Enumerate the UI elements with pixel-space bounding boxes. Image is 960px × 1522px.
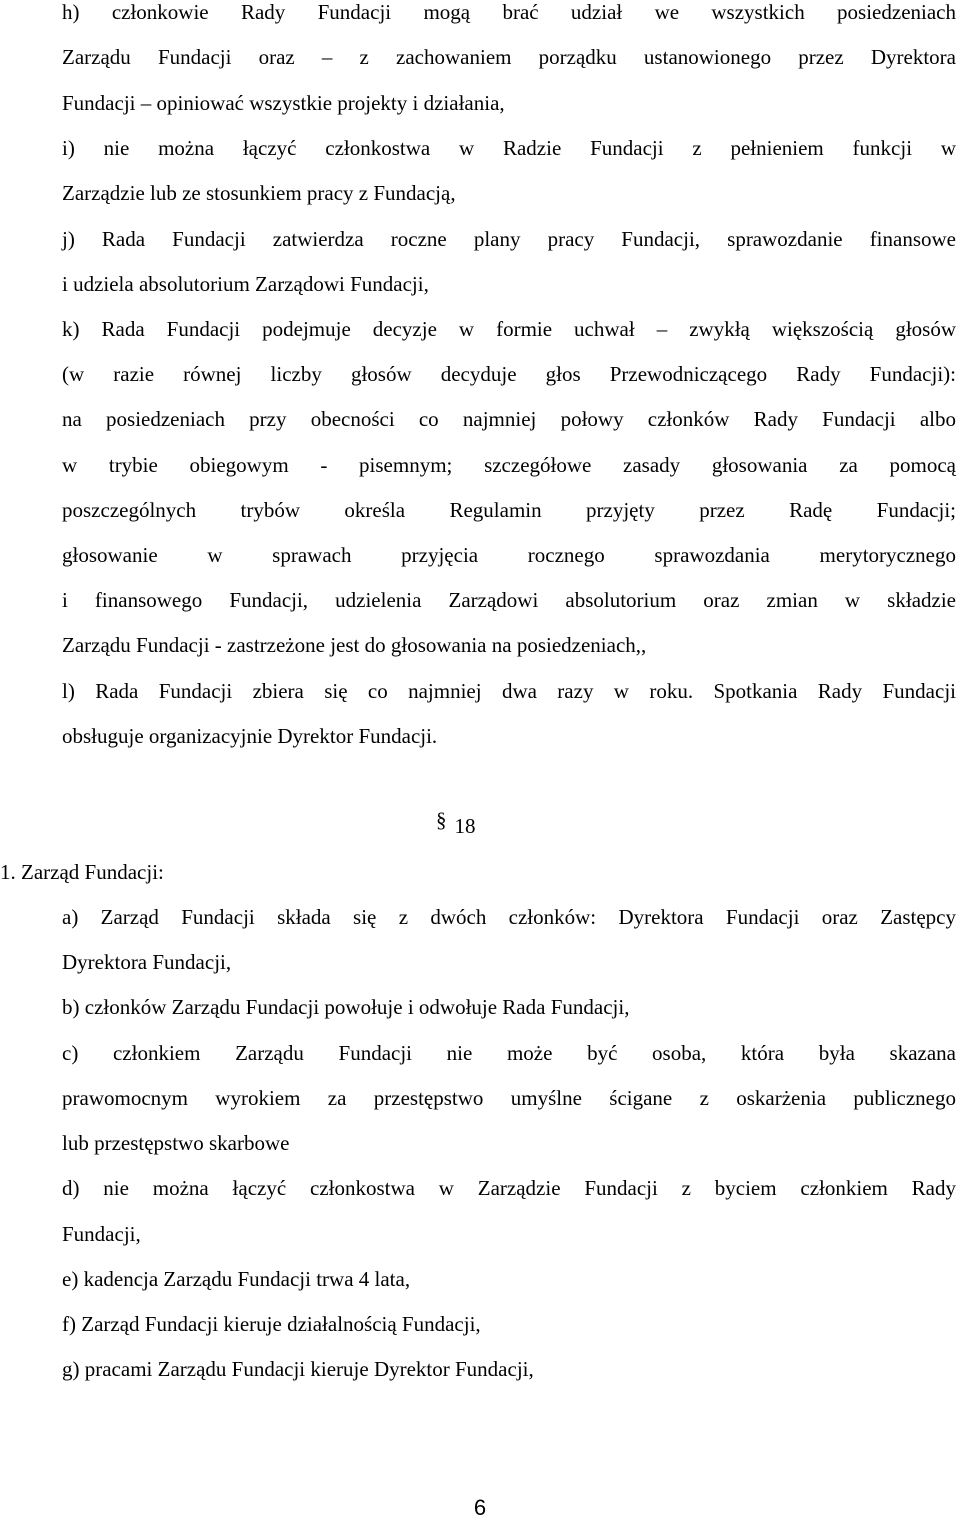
text-line: Fundacji, [62, 1222, 141, 1246]
text-line: j) Rada Fundacji zatwierdza roczne plany pracy Fundacji, sprawozdanie finansowe [62, 227, 956, 251]
text-line: b) członków Zarządu Fundacji powołuje i odwołuje Rada Fundacji, [62, 995, 630, 1019]
text-line: h) członkowie Rady Fundacji mogą brać udział we wszystkich posiedzeniach [62, 0, 956, 24]
text-line: k) Rada Fundacji podejmuje decyzje w formie uchwał – zwykłą większością głosów [62, 317, 956, 341]
text-line: Dyrektora Fundacji, [62, 950, 232, 974]
section-symbol: § [436, 808, 447, 832]
text-line: w trybie obiegowym - pisemnym; szczegółowe zasady głosowania za pomocą [62, 453, 956, 477]
text-line: poszczególnych trybów określa Regulamin przyjęty przez Radę Fundacji; [62, 498, 956, 522]
text-line: i finansowego Fundacji, udzielenia Zarządowi absolutorium oraz zmian w składzie [62, 588, 956, 612]
text-line: g) pracami Zarządu Fundacji kieruje Dyrektor Fundacji, [62, 1357, 534, 1381]
text-line: i udziela absolutorium Zarządowi Fundacji, [62, 272, 429, 296]
text-line: d) nie można łączyć członkostwa w Zarządzie Fundacji z byciem członkiem Rady [62, 1176, 956, 1200]
text-line: a) Zarząd Fundacji składa się z dwóch członków: Dyrektora Fundacji oraz Zastępcy [62, 905, 956, 929]
text-line: Zarządu Fundacji oraz – z zachowaniem porządku ustanowionego przez Dyrektora [62, 45, 956, 69]
section-number: 18 [454, 814, 476, 838]
text-line: prawomocnym wyrokiem za przestępstwo umyślne ścigane z oskarżenia publicznego [62, 1086, 956, 1110]
text-line: na posiedzeniach przy obecności co najmniej połowy członków Rady Fundacji albo [62, 407, 956, 431]
text-line: i) nie można łączyć członkostwa w Radzie Fundacji z pełnieniem funkcji w [62, 136, 956, 160]
text-line: obsługuje organizacyjnie Dyrektor Fundacji. [62, 724, 438, 748]
text-line: Zarządzie lub ze stosunkiem pracy z Fundacją, [62, 181, 456, 205]
section-heading [436, 808, 476, 841]
page-number: 6 [473, 1495, 487, 1520]
text-line: Zarządu Fundacji - zastrzeżone jest do głosowania na posiedzeniach,, [62, 633, 647, 657]
text-line: l) Rada Fundacji zbiera się co najmniej dwa razy w roku. Spotkania Rady Fundacji [62, 679, 956, 703]
text-line: lub przestępstwo skarbowe [62, 1131, 290, 1155]
text-line: głosowanie w sprawach przyjęcia rocznego sprawozdania merytorycznego [62, 543, 956, 567]
text-line: (w razie równej liczby głosów decyduje głos Przewodniczącego Rady Fundacji): [62, 362, 956, 386]
item-1-heading: 1. Zarząd Fundacji: [0, 860, 164, 884]
text-line: f) Zarząd Fundacji kieruje działalnością Fundacji, [62, 1312, 481, 1336]
text-line: Fundacji – opiniować wszystkie projekty i działania, [62, 91, 505, 115]
text-line: c) członkiem Zarządu Fundacji nie może być osoba, która była skazana [62, 1041, 956, 1065]
text-line: e) kadencja Zarządu Fundacji trwa 4 lata, [62, 1267, 411, 1291]
